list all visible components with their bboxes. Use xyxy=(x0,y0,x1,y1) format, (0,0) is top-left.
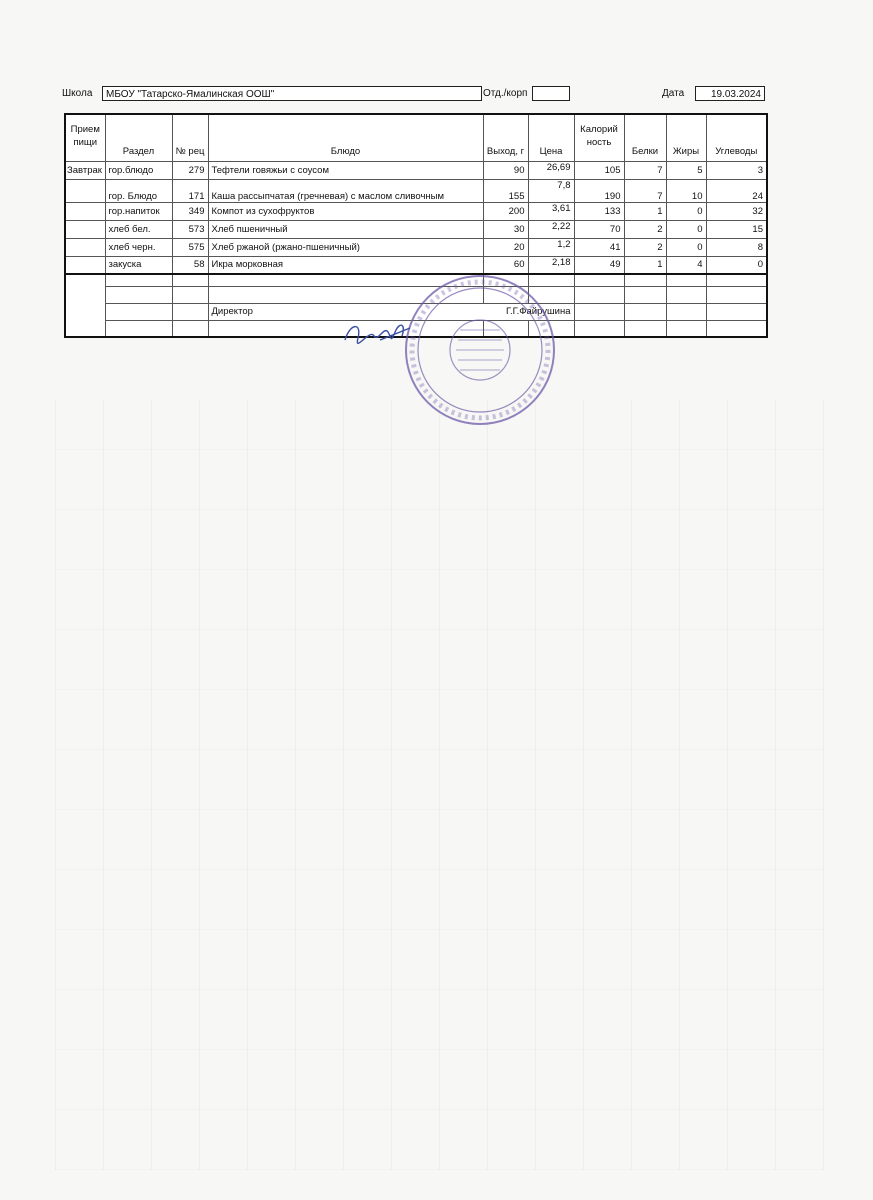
date-field: 19.03.2024 xyxy=(695,86,765,101)
header-row xyxy=(62,86,767,104)
cell-dish: Тефтели говяжьи с соусом xyxy=(208,161,483,179)
cell-recipe: 575 xyxy=(172,238,208,256)
cell-price-value: 7,8 xyxy=(557,179,571,191)
empty-cell xyxy=(65,274,105,286)
cell-fat: 0 xyxy=(666,220,706,238)
cell-fat: 0 xyxy=(666,202,706,220)
cell-calories: 41 xyxy=(574,238,624,256)
cell-section: хлеб черн. xyxy=(105,238,172,256)
col-header-section: Раздел xyxy=(105,114,172,161)
cell-recipe: 279 xyxy=(172,161,208,179)
cell-section: гор. Блюдо xyxy=(105,179,172,202)
cell-protein: 7 xyxy=(624,179,666,202)
cell-carbs: 24 xyxy=(706,179,767,202)
empty-cell xyxy=(624,274,666,286)
col-header-calories: Калорий ность xyxy=(574,114,624,161)
cell-price xyxy=(528,179,574,202)
col-header-dish: Блюдо xyxy=(208,114,483,161)
empty-cell xyxy=(105,303,172,320)
cell-yield: 90 xyxy=(483,161,528,179)
cell-price: 26,69 xyxy=(528,161,574,179)
cell-recipe: 573 xyxy=(172,220,208,238)
table-row xyxy=(65,179,767,202)
cell-recipe: 349 xyxy=(172,202,208,220)
empty-cell xyxy=(172,303,208,320)
cell-yield: 60 xyxy=(483,256,528,274)
cell-protein: 1 xyxy=(624,202,666,220)
empty-cell xyxy=(65,286,105,303)
col-header-meal: Прием пищи xyxy=(65,114,105,161)
cell-yield: 30 xyxy=(483,220,528,238)
cell-fat: 0 xyxy=(666,238,706,256)
cell-dish: Хлеб ржаной (ржано-пшеничный) xyxy=(208,238,483,256)
cell-section: гор.блюдо xyxy=(105,161,172,179)
cell-meal: Завтрак xyxy=(65,161,105,179)
col-header-fat: Жиры xyxy=(666,114,706,161)
col-header-carbs: Углеводы xyxy=(706,114,767,161)
cell-dish: Хлеб пшеничный xyxy=(208,220,483,238)
col-header-protein: Белки xyxy=(624,114,666,161)
empty-cell xyxy=(574,303,624,320)
empty-cell xyxy=(105,286,172,303)
cell-recipe: 58 xyxy=(172,256,208,274)
school-field: МБОУ "Татарско-Ямалинская ООШ" xyxy=(102,86,482,101)
cell-price: 2,22 xyxy=(528,220,574,238)
col-header-recipe: № рец xyxy=(172,114,208,161)
empty-cell xyxy=(574,274,624,286)
empty-cell xyxy=(706,274,767,286)
cell-section: закуска xyxy=(105,256,172,274)
cell-dish: Компот из сухофруктов xyxy=(208,202,483,220)
col-header-price: Цена xyxy=(528,114,574,161)
empty-cell xyxy=(105,274,172,286)
cell-protein: 2 xyxy=(624,238,666,256)
empty-cell xyxy=(706,286,767,303)
empty-cell xyxy=(666,274,706,286)
cell-carbs: 32 xyxy=(706,202,767,220)
director-name: Г.Г.Файрушина xyxy=(506,305,571,317)
table-header-row xyxy=(65,114,767,161)
cell-protein: 2 xyxy=(624,220,666,238)
dept-field xyxy=(532,86,570,101)
empty-cell xyxy=(624,303,666,320)
cell-calories: 70 xyxy=(574,220,624,238)
bleed-through-background xyxy=(55,400,825,1170)
empty-cell xyxy=(65,320,105,337)
empty-cell xyxy=(574,286,624,303)
table-row xyxy=(65,220,767,238)
empty-cell xyxy=(666,286,706,303)
cell-calories: 49 xyxy=(574,256,624,274)
cell-protein: 1 xyxy=(624,256,666,274)
cell-meal xyxy=(65,256,105,274)
empty-cell xyxy=(624,286,666,303)
empty-cell xyxy=(65,303,105,320)
empty-cell xyxy=(624,320,666,337)
cell-meal xyxy=(65,238,105,256)
empty-cell xyxy=(172,320,208,337)
cell-fat: 5 xyxy=(666,161,706,179)
cell-carbs: 8 xyxy=(706,238,767,256)
cell-calories: 133 xyxy=(574,202,624,220)
date-label: Дата xyxy=(662,88,685,99)
cell-protein: 7 xyxy=(624,161,666,179)
empty-cell xyxy=(706,320,767,337)
cell-fat: 10 xyxy=(666,179,706,202)
cell-carbs: 15 xyxy=(706,220,767,238)
cell-fat: 4 xyxy=(666,256,706,274)
cell-carbs: 3 xyxy=(706,161,767,179)
dept-label: Отд./корп xyxy=(483,88,528,99)
cell-recipe: 171 xyxy=(172,179,208,202)
empty-cell xyxy=(574,320,624,337)
cell-meal xyxy=(65,220,105,238)
cell-yield: 200 xyxy=(483,202,528,220)
cell-meal xyxy=(65,202,105,220)
cell-section: хлеб бел. xyxy=(105,220,172,238)
cell-section: гор.напиток xyxy=(105,202,172,220)
empty-cell xyxy=(706,303,767,320)
director-signature xyxy=(340,318,415,348)
cell-price: 1,2 xyxy=(528,238,574,256)
school-label: Школа xyxy=(62,88,93,99)
table-row xyxy=(65,161,767,179)
cell-price: 2,18 xyxy=(528,256,574,274)
director-label: Директор xyxy=(211,306,253,317)
empty-cell xyxy=(172,286,208,303)
cell-carbs: 0 xyxy=(706,256,767,274)
round-seal-stamp xyxy=(400,270,560,430)
cell-price: 3,61 xyxy=(528,202,574,220)
cell-yield: 155 xyxy=(483,179,528,202)
cell-yield: 20 xyxy=(483,238,528,256)
cell-calories: 105 xyxy=(574,161,624,179)
table-row xyxy=(65,238,767,256)
cell-dish: Каша рассыпчатая (гречневая) с маслом сливочным xyxy=(208,179,483,202)
cell-meal xyxy=(65,179,105,202)
empty-cell xyxy=(172,274,208,286)
cell-calories: 190 xyxy=(574,179,624,202)
col-header-yield: Выход, г xyxy=(483,114,528,161)
table-row xyxy=(65,202,767,220)
empty-cell xyxy=(666,303,706,320)
empty-cell xyxy=(666,320,706,337)
cell-dish: Икра морковная xyxy=(208,256,483,274)
empty-cell xyxy=(105,320,172,337)
